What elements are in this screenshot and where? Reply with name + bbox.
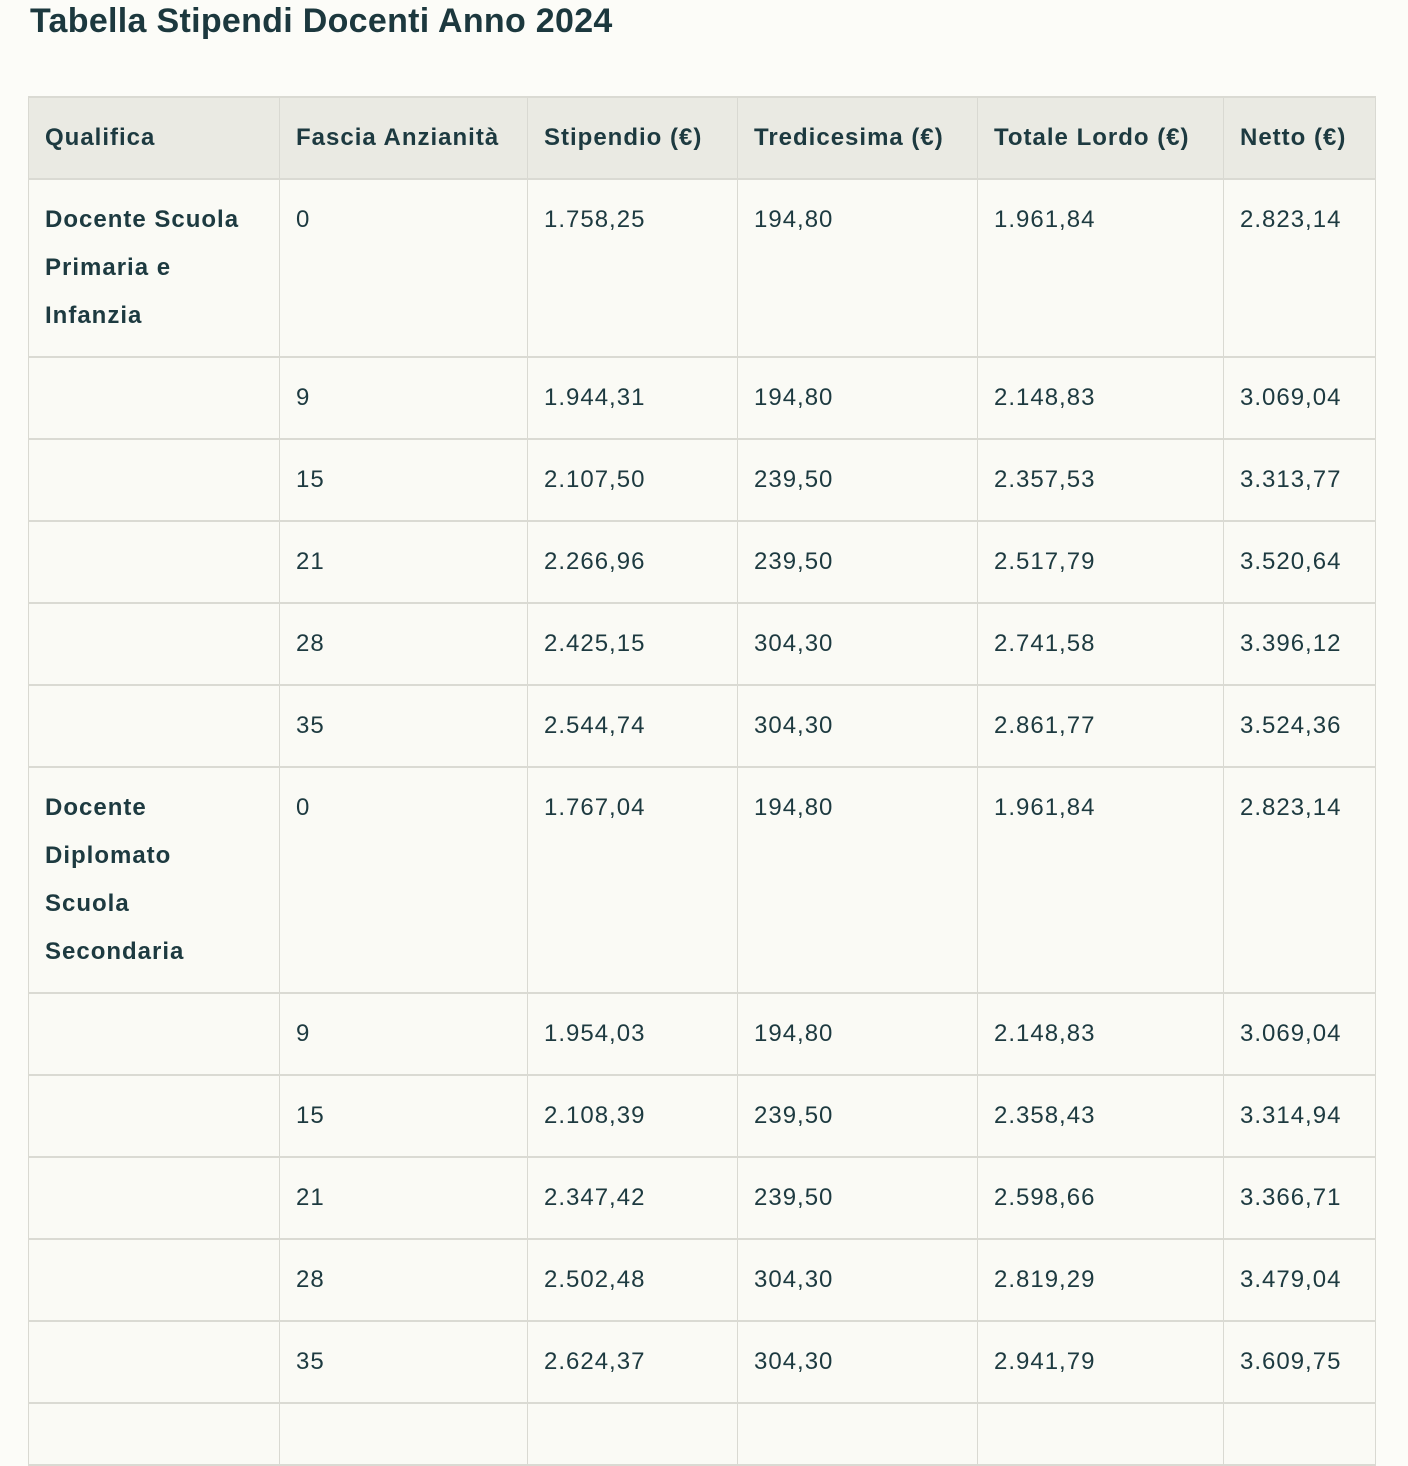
cell-stipendio: 2.108,39 bbox=[528, 1075, 738, 1157]
cell-tredicesima: 194,80 bbox=[738, 179, 978, 357]
cell-stipendio: 2.425,15 bbox=[528, 603, 738, 685]
cell-qualifica bbox=[29, 1403, 280, 1465]
cell-fascia: 9 bbox=[280, 357, 528, 439]
table-row bbox=[29, 521, 1376, 603]
table-row bbox=[29, 685, 1376, 767]
header-cell-tredicesima: Tredicesima (€) bbox=[738, 97, 978, 179]
cell-tredicesima: 194,80 bbox=[738, 767, 978, 993]
cell-totale-lordo: 2.357,53 bbox=[978, 439, 1224, 521]
cell-fascia: 0 bbox=[280, 767, 528, 993]
cell-totale-lordo: 2.861,77 bbox=[978, 685, 1224, 767]
cell-stipendio: 2.266,96 bbox=[528, 521, 738, 603]
cell-tredicesima: 304,30 bbox=[738, 603, 978, 685]
cell-totale-lordo: 2.517,79 bbox=[978, 521, 1224, 603]
table-row bbox=[29, 1321, 1376, 1403]
cell-netto: 3.069,04 bbox=[1224, 357, 1376, 439]
cell-tredicesima: 239,50 bbox=[738, 521, 978, 603]
cell-qualifica bbox=[29, 1239, 280, 1321]
cell-qualifica bbox=[29, 993, 280, 1075]
cell-tredicesima: 194,80 bbox=[738, 993, 978, 1075]
cell-fascia: 35 bbox=[280, 1321, 528, 1403]
header-cell-fascia: Fascia Anzianità bbox=[280, 97, 528, 179]
cell-qualifica bbox=[29, 521, 280, 603]
cell-fascia: 35 bbox=[280, 685, 528, 767]
cell-qualifica: Docente Scuola Primaria e Infanzia bbox=[29, 179, 280, 357]
cell-stipendio: 2.107,50 bbox=[528, 439, 738, 521]
cell-netto: 3.479,04 bbox=[1224, 1239, 1376, 1321]
cell-fascia bbox=[280, 1403, 528, 1465]
cell-fascia: 0 bbox=[280, 179, 528, 357]
cell-tredicesima: 239,50 bbox=[738, 439, 978, 521]
header-cell-qualifica: Qualifica bbox=[29, 97, 280, 179]
cell-tredicesima: 194,80 bbox=[738, 357, 978, 439]
cell-qualifica bbox=[29, 1321, 280, 1403]
cell-totale-lordo: 2.819,29 bbox=[978, 1239, 1224, 1321]
cell-totale-lordo: 1.961,84 bbox=[978, 179, 1224, 357]
salary-table bbox=[28, 96, 1376, 1466]
table-row bbox=[29, 993, 1376, 1075]
header-cell-netto: Netto (€) bbox=[1224, 97, 1376, 179]
cell-tredicesima bbox=[738, 1403, 978, 1465]
cell-totale-lordo bbox=[978, 1403, 1224, 1465]
cell-stipendio bbox=[528, 1403, 738, 1465]
cell-stipendio: 2.347,42 bbox=[528, 1157, 738, 1239]
cell-netto: 3.366,71 bbox=[1224, 1157, 1376, 1239]
cell-qualifica bbox=[29, 1157, 280, 1239]
cell-stipendio: 1.944,31 bbox=[528, 357, 738, 439]
cell-totale-lordo: 2.148,83 bbox=[978, 993, 1224, 1075]
table-row bbox=[29, 439, 1376, 521]
cell-stipendio: 2.624,37 bbox=[528, 1321, 738, 1403]
cell-stipendio: 2.502,48 bbox=[528, 1239, 738, 1321]
header-cell-totale-lordo: Totale Lordo (€) bbox=[978, 97, 1224, 179]
cell-qualifica bbox=[29, 685, 280, 767]
cell-fascia: 15 bbox=[280, 1075, 528, 1157]
cell-netto: 3.520,64 bbox=[1224, 521, 1376, 603]
cell-totale-lordo: 2.941,79 bbox=[978, 1321, 1224, 1403]
cell-netto: 3.069,04 bbox=[1224, 993, 1376, 1075]
cell-netto bbox=[1224, 1403, 1376, 1465]
cell-totale-lordo: 2.148,83 bbox=[978, 357, 1224, 439]
header-cell-stipendio: Stipendio (€) bbox=[528, 97, 738, 179]
cell-fascia: 15 bbox=[280, 439, 528, 521]
cell-qualifica bbox=[29, 357, 280, 439]
table-row bbox=[29, 1075, 1376, 1157]
cell-stipendio: 1.954,03 bbox=[528, 993, 738, 1075]
table-header-row bbox=[29, 97, 1376, 179]
table-row bbox=[29, 1157, 1376, 1239]
cell-fascia: 28 bbox=[280, 603, 528, 685]
cell-totale-lordo: 2.741,58 bbox=[978, 603, 1224, 685]
cell-netto: 3.396,12 bbox=[1224, 603, 1376, 685]
cell-qualifica bbox=[29, 603, 280, 685]
table-row bbox=[29, 767, 1376, 993]
cell-fascia: 21 bbox=[280, 1157, 528, 1239]
cell-netto: 3.524,36 bbox=[1224, 685, 1376, 767]
table-row bbox=[29, 179, 1376, 357]
cell-qualifica bbox=[29, 1075, 280, 1157]
cell-stipendio: 1.758,25 bbox=[528, 179, 738, 357]
cell-tredicesima: 304,30 bbox=[738, 1321, 978, 1403]
table-row-partial bbox=[29, 1403, 1376, 1465]
cell-netto: 3.314,94 bbox=[1224, 1075, 1376, 1157]
cell-fascia: 21 bbox=[280, 521, 528, 603]
cell-totale-lordo: 2.598,66 bbox=[978, 1157, 1224, 1239]
table-row bbox=[29, 1239, 1376, 1321]
cell-totale-lordo: 2.358,43 bbox=[978, 1075, 1224, 1157]
cell-qualifica bbox=[29, 439, 280, 521]
cell-netto: 2.823,14 bbox=[1224, 179, 1376, 357]
table-row bbox=[29, 603, 1376, 685]
cell-netto: 2.823,14 bbox=[1224, 767, 1376, 993]
page-title: Tabella Stipendi Docenti Anno 2024 bbox=[30, 2, 613, 40]
cell-tredicesima: 304,30 bbox=[738, 1239, 978, 1321]
cell-totale-lordo: 1.961,84 bbox=[978, 767, 1224, 993]
cell-stipendio: 1.767,04 bbox=[528, 767, 738, 993]
cell-fascia: 9 bbox=[280, 993, 528, 1075]
cell-fascia: 28 bbox=[280, 1239, 528, 1321]
table-header bbox=[29, 97, 1376, 179]
table-row bbox=[29, 357, 1376, 439]
cell-tredicesima: 239,50 bbox=[738, 1075, 978, 1157]
cell-tredicesima: 239,50 bbox=[738, 1157, 978, 1239]
cell-netto: 3.313,77 bbox=[1224, 439, 1376, 521]
cell-stipendio: 2.544,74 bbox=[528, 685, 738, 767]
cell-netto: 3.609,75 bbox=[1224, 1321, 1376, 1403]
cell-tredicesima: 304,30 bbox=[738, 685, 978, 767]
table-body bbox=[29, 179, 1376, 1465]
cell-qualifica: Docente Diplomato Scuola Secondaria bbox=[29, 767, 280, 993]
